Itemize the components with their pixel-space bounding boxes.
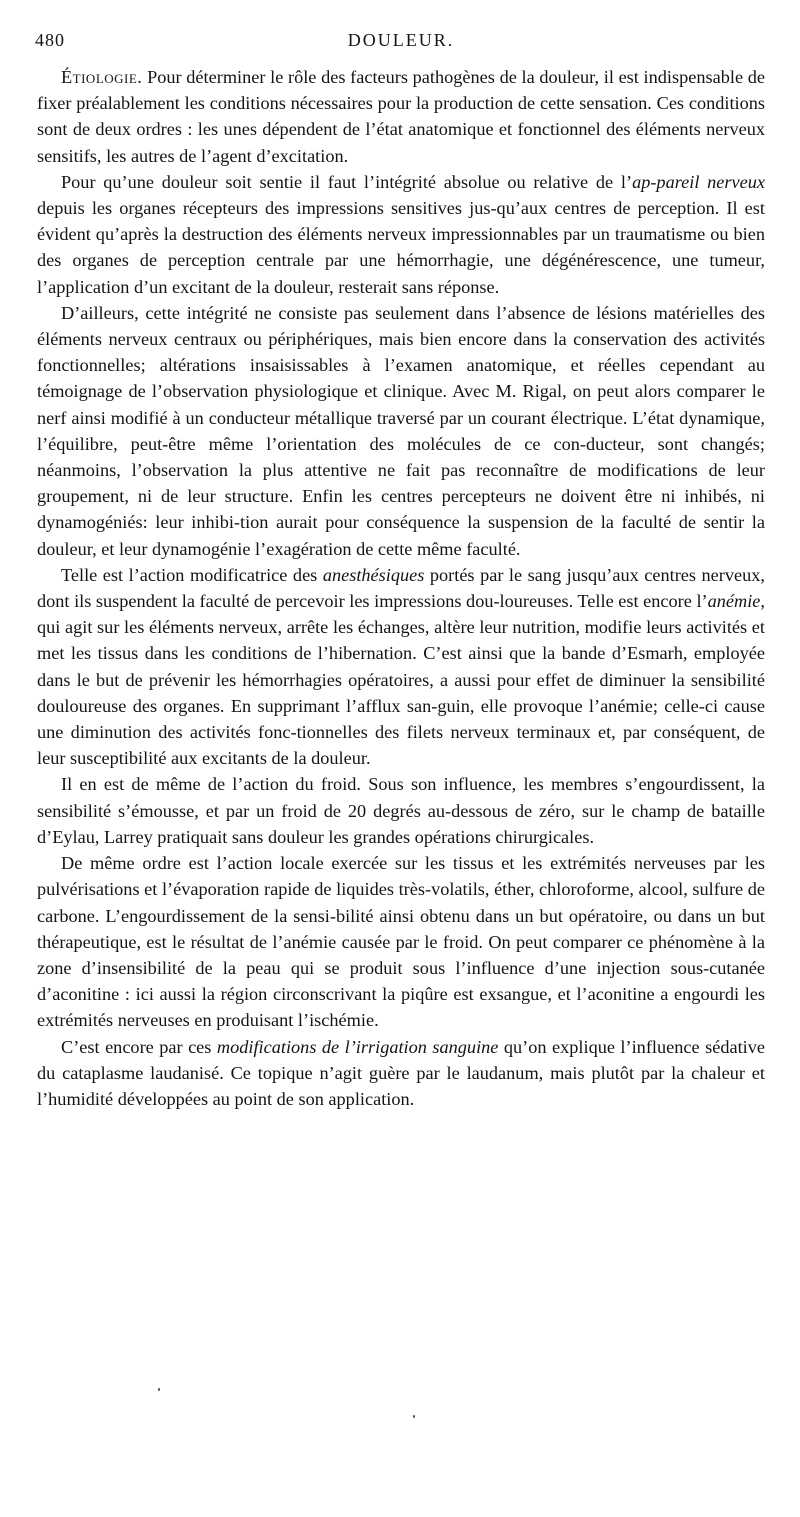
page-number: 480	[35, 30, 65, 50]
italic-term: ap-pareil nerveux	[632, 171, 766, 192]
paragraph-text: C’est encore par ces	[61, 1036, 217, 1057]
paragraph-integrite	[37, 300, 765, 562]
italic-term: anémie,	[707, 591, 765, 612]
paragraph-appareil-nerveux	[37, 169, 765, 300]
paragraph-froid	[37, 771, 765, 850]
scan-speck	[413, 1415, 415, 1418]
paragraph-text: portés par le sang jusqu’aux centres nerveux, dont ils suspendent la faculté de percevoir les impressions dou-loureuses. Telle est encore l’	[37, 564, 765, 612]
paragraph-text: D’ailleurs, cette intégrité ne consiste pas seulement dans l’absence de lésions matérielles des éléments nerveux centraux ou périphériques, mais bien encore dans la conservation des activités fonctionnelles; altérations insaisissables à l’examen anatomique, et réelles cependant au témoignage de l’observation physiologique et clinique. Avec M. Rigal, on peut alors comparer le nerf ainsi modifié à un conducteur métallique traversé par un courant électrique. L’état dynamique, l’équilibre, peut-être même l’orientation des molécules de ce con-ducteur, sont changés; néanmoins, l’observation la plus attentive ne fait pas reconnaître de modifications de leur groupement, ni de leur structure. Enfin les centres percepteurs ne doivent être ni inhibés, ni dynamogéniés: leur inhibi-tion aurait pour conséquence la suspension de la faculté de sentir la douleur, et leur dynamogénie l’exagération de cette même faculté.	[37, 302, 765, 559]
paragraph-text: Telle est l’action modificatrice des	[61, 564, 323, 585]
running-title: DOULEUR.	[347, 30, 455, 50]
scan-speck	[158, 1388, 160, 1391]
running-head	[37, 30, 765, 56]
paragraph-text: qu’on explique l’influence sédative du cataplasme laudanisé. Ce topique n’agit guère par le laudanum, mais plutôt par la chaleur et l’humidité développées au point de son application.	[37, 1036, 765, 1109]
paragraph-text: Il en est de même de l’action du froid. Sous son influence, les membres s’engourdissent, la sensibilité s’émousse, et par un froid de 20 degrés au-dessous de zéro, sur le champ de bataille d’Eylau, Larrey pratiquait sans douleur les grandes opérations chirurgicales.	[37, 774, 765, 847]
body-text	[37, 64, 765, 1112]
paragraph-action-locale	[37, 850, 765, 1033]
italic-term: anesthésiques	[322, 564, 425, 585]
paragraph-text: Pour qu’une douleur soit sentie il faut l’intégrité absolue ou relative de l’	[61, 171, 633, 192]
book-page	[37, 30, 765, 1112]
paragraph-text: De même ordre est l’action locale exercée sur les tissus et les extrémités nerveuses par les pulvérisations et l’évaporation rapide de liquides très-volatils, éther, chloroforme, alcool, sulfure de carbone. L’engourdissement de la sensi-bilité ainsi obtenu dans un but opératoire, ou dans un but thérapeutique, est le résultat de l’anémie causée par le froid. On peut comparer ce phénomène à la zone d’insensibilité de la peau qui se produit sous l’influence d’une injection sous-cutanée d’aconitine : ici aussi la région circonscrivant la piqûre est exsangue, et l’aconitine a engourdi les extrémités nerveuses en produisant l’ischémie.	[37, 853, 765, 1031]
paragraph-text: qui agit sur les éléments nerveux, arrête les échanges, altère leur nutrition, modifie leurs activités et met les tissus dans les conditions de l’hibernation. C’est ainsi que la bande d’Esmarh, employée dans le but de prévenir les hémorrhagies opératoires, a aussi pour effet de diminuer la sensibilité douloureuse des organes. En supprimant l’afflux san-guin, elle provoque l’anémie; celle-ci cause une diminution des activités fonc-tionnelles des filets nerveux terminaux et, par conséquent, de leur susceptibilité aux excitants de la douleur.	[37, 617, 765, 769]
paragraph-etiologie	[37, 64, 765, 169]
paragraph-irrigation	[37, 1034, 765, 1113]
section-lead: Étiologie.	[61, 67, 143, 87]
paragraph-text: Pour déterminer le rôle des facteurs pathogènes de la douleur, il est indispensable de fixer préalablement les conditions nécessaires pour la production de cette sensation. Ces conditions sont de deux ordres : les unes dépendent de l’état anatomique et fonctionnel des éléments nerveux sensitifs, les autres de l’agent d’excitation.	[37, 67, 765, 166]
paragraph-anesthesiques	[37, 562, 765, 772]
italic-term: modifications de l’irrigation sanguine	[216, 1036, 499, 1057]
paragraph-text: depuis les organes récepteurs des impressions sensitives jus-qu’aux centres de perception. Il est évident qu’après la destruction des éléments nerveux impressionnables par un traumatisme ou bien des organes de perception centrale par une hémorrhagie, une dégénérescence, une tumeur, l’application d’un excitant de la douleur, resterait sans réponse.	[37, 198, 765, 297]
